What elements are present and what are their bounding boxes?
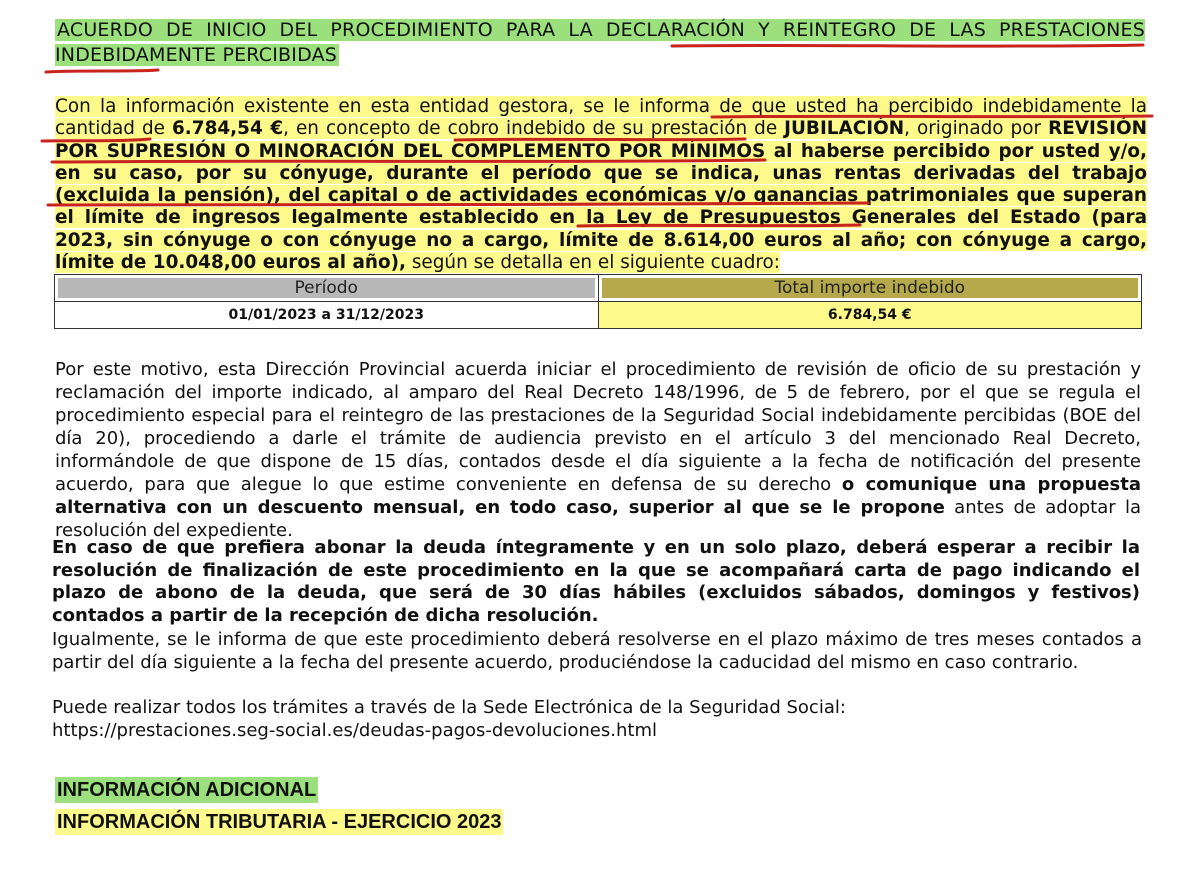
underline-amount xyxy=(42,139,150,141)
document-title-text: ACUERDO DE INICIO DEL PROCEDIMIENTO PARA LA DECLARACIÓN Y REINTEGRO DE LAS PRESTACIONES INDEBIDAMENTE PERCIBIDAS xyxy=(55,19,1145,66)
sede-url-link[interactable]: https://prestaciones.seg-social.es/deudas-pagos-devoluciones.html xyxy=(52,720,657,741)
motivo-bold: o comunique una propuesta alternativa con un descuento mensual, en todo caso, superior al que se le propone xyxy=(55,474,1141,518)
underline-title-reintegro xyxy=(672,45,1143,46)
underline-usted-ha xyxy=(712,116,1152,117)
motivo-text: Por este motivo, esta Dirección Provincial acuerda iniciar el procedimiento de revisión de oficio de su prestación y reclamación del importe indicado, al amparo del Real Decreto 148/1996, de 5 de febrero, por el que se regula el procedimiento especial para el reintegro de las prestaciones de la Seguridad Social indebidamente percibidas (BOE del día 20), procediendo a darle el trámite de audiencia previsto en el artículo 3 del mencionado Real Decreto, informándole de que dispone de 15 días, contados desde el día siguiente a la fecha de notificación del presente acuerdo, para que alegue lo que estime conveniente en defensa de su derecho xyxy=(55,359,1141,495)
info-adicional-heading: INFORMACIÓN ADICIONAL xyxy=(57,779,317,801)
col-periodo-header: Período xyxy=(55,275,599,302)
underline-limite xyxy=(578,225,860,226)
underline-prestacion xyxy=(455,139,745,140)
debt-reason: REVISIÓN POR SUPRESIÓN O MINORACIÓN DEL COMPLEMENTO POR MÍNIMOS al haberse percibido por usted y/o, en su caso, por su cónyuge, durante el período que se indica, unas rentas derivadas del trabajo (excluida la pensión), del capital o de actividades económicas y/o ganancias patrimoniales que superan el límite de ingresos legalmente establecido en la Ley de Presupuestos Generales del Estado (para 2023, sin cónyuge o con cónyuge no a cargo, límite de 8.614,00 euros al año; con cónyuge a cargo, límite de 10.048,00 euros al año), xyxy=(55,118,1147,274)
sede-text: Puede realizar todos los trámites a través de la Sede Electrónica de la Seguridad Social: xyxy=(52,697,846,718)
underline-ganancias xyxy=(48,203,868,205)
intro-text-3: , originado por xyxy=(904,118,1049,140)
debt-amount: 6.784,54 € xyxy=(172,118,284,140)
periodo-cell: 01/01/2023 a 31/12/2023 xyxy=(55,302,599,329)
total-cell: 6.784,54 € xyxy=(598,302,1142,329)
intro-text-1: Con la información existente en esta entidad gestora, se le informa de que usted ha percibido indebidamente la cantidad de xyxy=(55,96,1147,140)
pago-paragraph: En caso de que prefiera abonar la deuda íntegramente y en un solo plazo, deberá esperar a recibir la resolución de finalización de este procedimiento en la que se acompañará carta de pago indicando el plazo de abono de la deuda, que será de 30 días hábiles (excluidos sábados, domingos y festivos) contados a partir de la recepción de dicha resolución. xyxy=(52,537,1140,626)
info-tributaria-heading: INFORMACIÓN TRIBUTARIA - EJERCICIO 2023 xyxy=(57,811,502,833)
underline-minoracion xyxy=(52,160,765,162)
motivo-tail: antes de adoptar la resolución del expediente. xyxy=(55,497,1141,541)
intro-text-4: según se detalla en el siguiente cuadro: xyxy=(406,252,780,274)
intro-text-2: , en concepto de cobro indebido de su prestación de xyxy=(283,118,785,140)
plazo-paragraph: Igualmente, se le informa de que este procedimiento deberá resolverse en el plazo máximo de tres meses contados a partir del día siguiente a la fecha del presente acuerdo, produciéndose la caducidad del mismo en caso contrario. xyxy=(52,629,1142,673)
underline-title-percibidas xyxy=(46,70,158,72)
col-total-header: Total importe indebido xyxy=(598,275,1142,302)
benefit-type: JUBILACIÓN xyxy=(784,118,905,140)
